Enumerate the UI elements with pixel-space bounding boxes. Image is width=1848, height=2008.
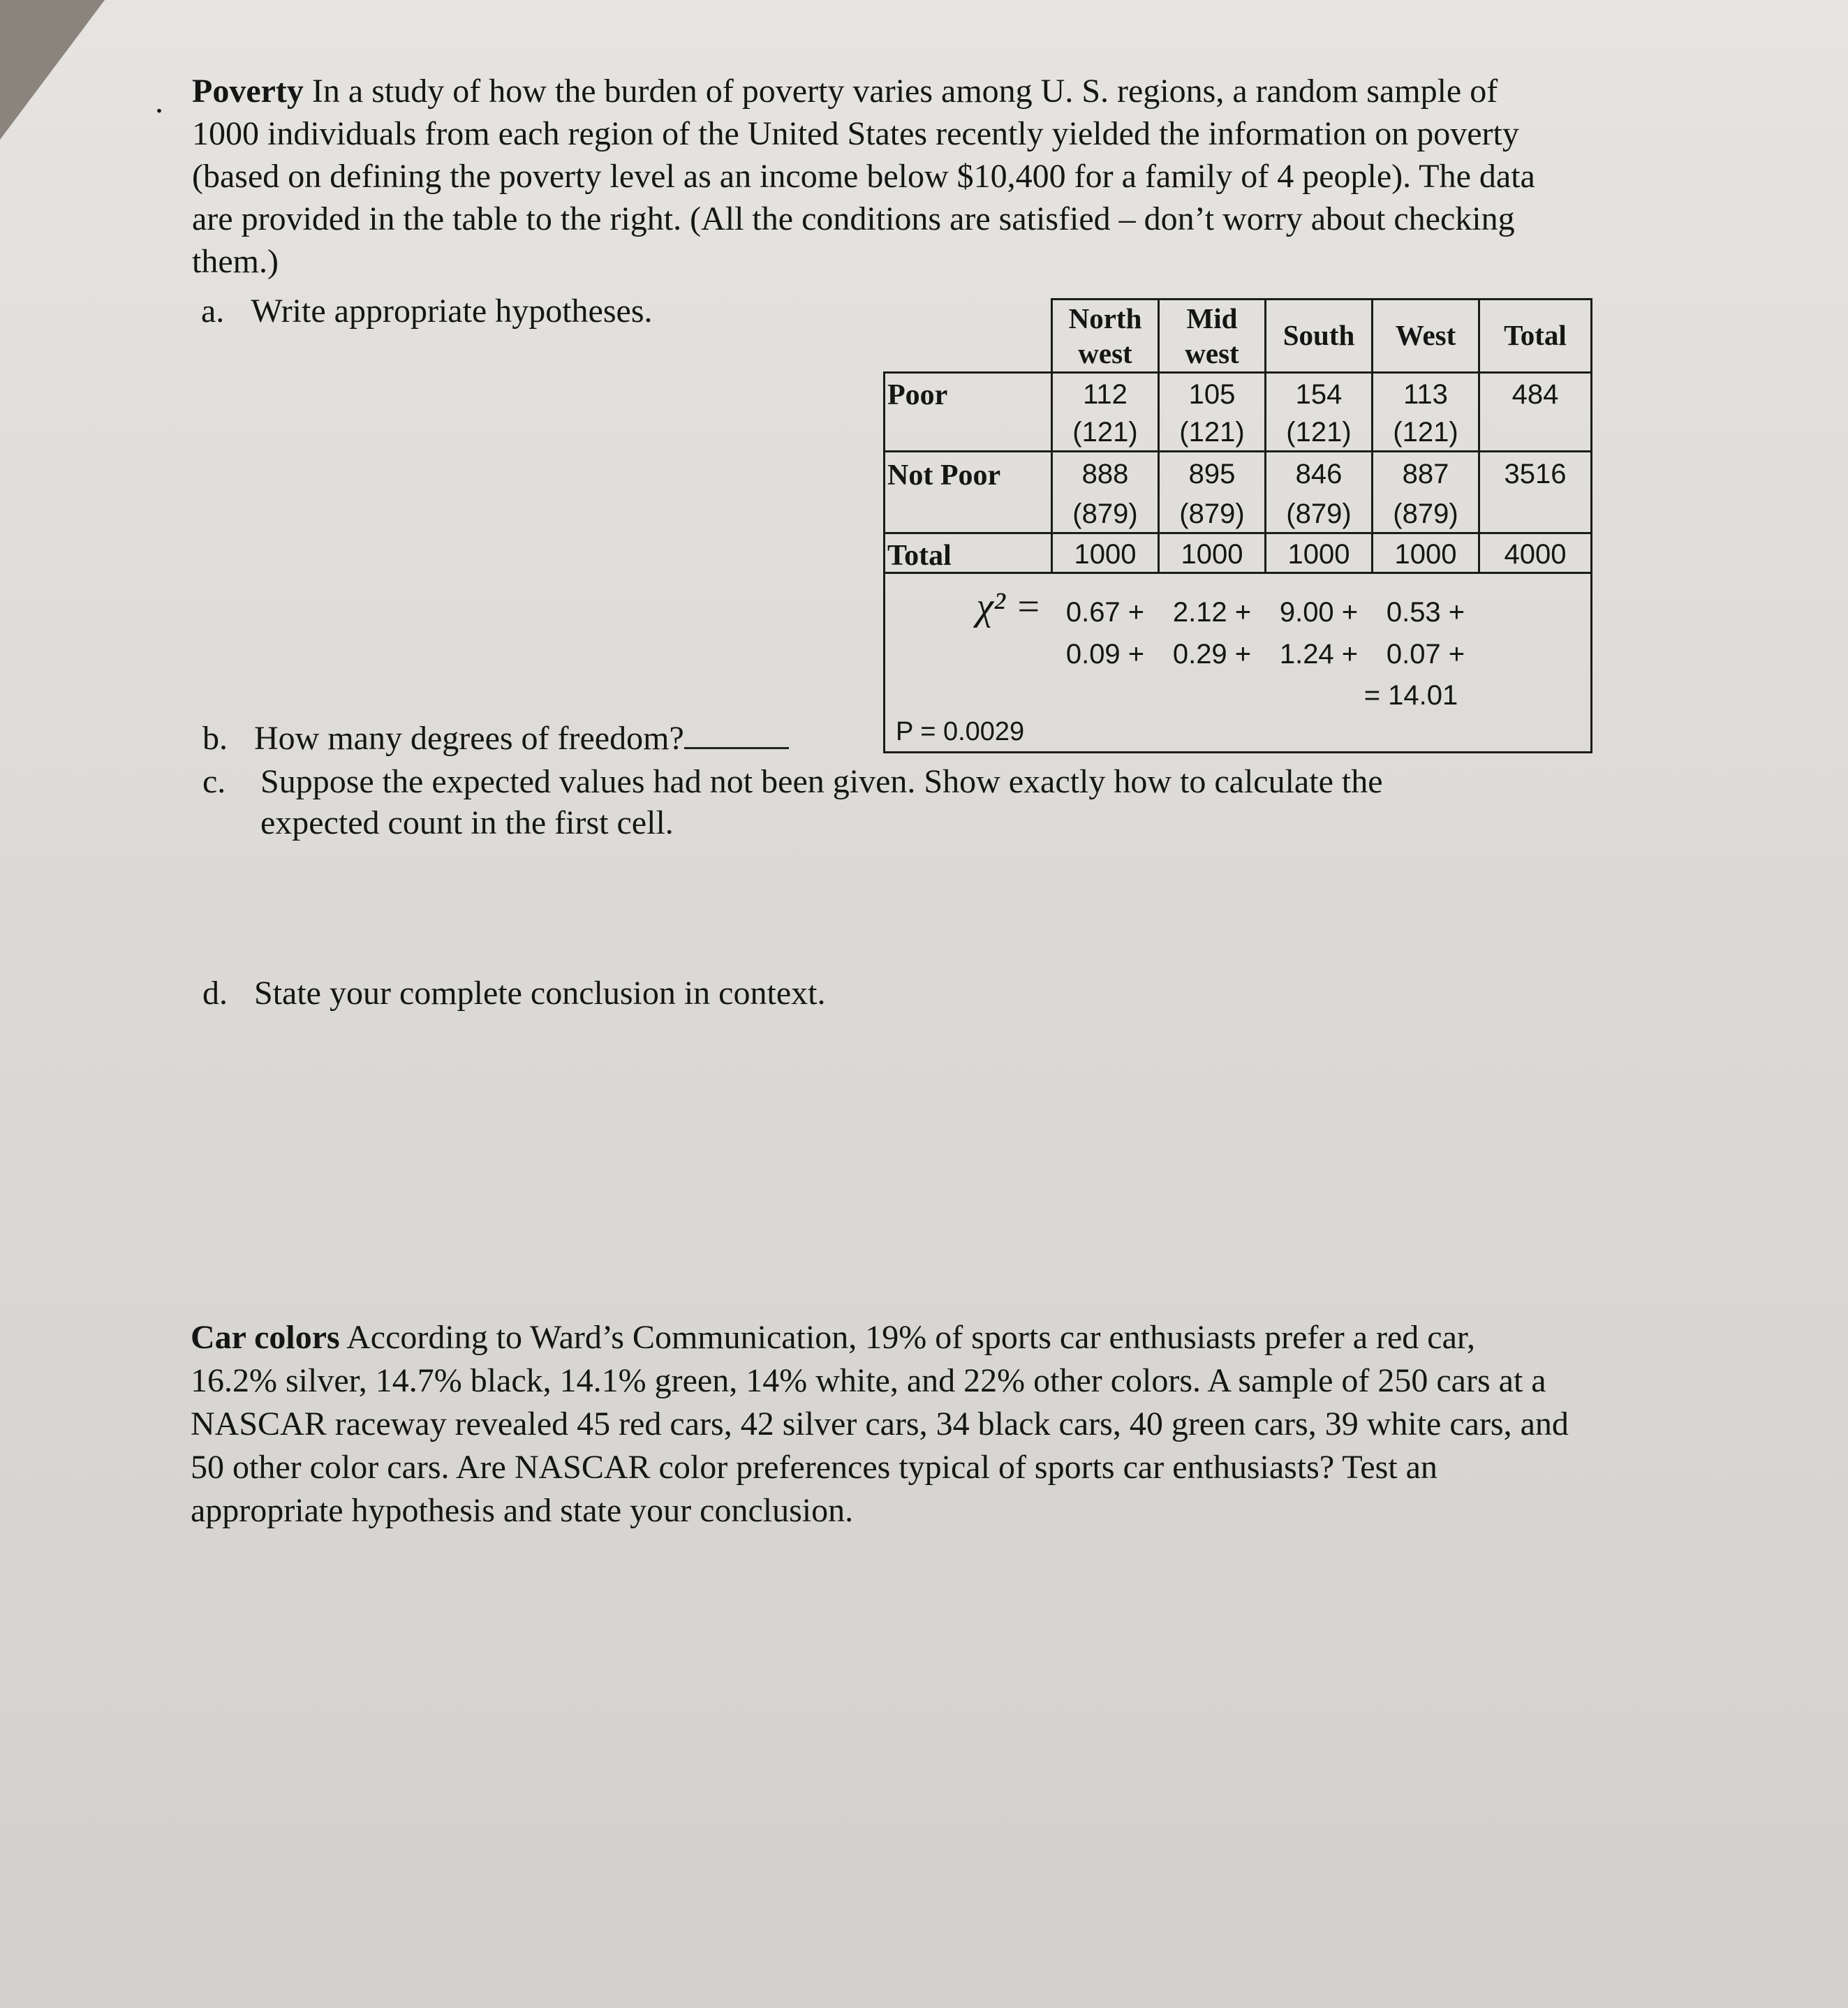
poverty-title: Poverty [192,73,304,110]
part-d-text: State your complete conclusion in context. [254,975,826,1012]
expected-notpoor-south: (879) [1286,499,1352,529]
cell-total-south: 1000 [1287,539,1350,570]
part-d [202,974,825,1012]
part-c-label-wrap [202,762,226,801]
car-colors-title: Car colors [191,1319,340,1356]
part-a-text: Write appropriate hypotheses. [251,293,653,330]
row-label-not-poor: Not Poor [887,459,1001,492]
chi-term-2-3: 1.24 + [1279,639,1359,670]
p-value: P = 0.0029 [896,717,1025,746]
chi-term-2-2: 0.29 + [1172,639,1252,670]
car-colors-problem-paragraph [191,1316,1569,1533]
part-b [202,719,789,758]
header-total: Total [1504,319,1567,351]
expected-notpoor-midwest: (879) [1179,499,1245,529]
cell-notpoor-west: 887 [1402,459,1449,489]
poverty-table [883,298,1592,753]
cell-poor-total: 484 [1511,379,1559,410]
cell-notpoor-south: 846 [1295,459,1343,489]
chi-term-1-4: 0.53 + [1386,597,1465,628]
cell-total-northwest: 1000 [1074,539,1137,570]
header-south: South [1282,319,1355,351]
cell-poor-west: 113 [1403,379,1448,410]
part-a [201,292,653,330]
cell-poor-midwest: 105 [1188,379,1236,410]
header-northwest: North west [1068,302,1142,369]
expected-poor-west: (121) [1393,417,1458,448]
cell-poor-northwest: 112 [1083,379,1128,410]
expected-poor-south: (121) [1286,417,1352,448]
chi-term-1-1: 0.67 + [1065,597,1145,628]
chi-term-2-4: 0.07 + [1386,639,1465,670]
cell-notpoor-northwest: 888 [1081,459,1129,489]
part-d-label: d. [202,975,228,1012]
poverty-problem-paragraph [192,70,1571,283]
expected-notpoor-west: (879) [1393,499,1458,529]
part-a-label: a. [201,293,225,330]
part-b-text: How many degrees of freedom? [254,720,684,757]
poverty-intro: In a study of how the burden of poverty varies among U. S. regions, a random sample of 1000 individuals from each region of the United States recently yielded the information on poverty (based on defining the poverty level as an income below $10,400 for a family of 4 people). The data are provided in the table to the right. (All the conditions are satisfied – don’t worry about checking them.) [192,73,1535,280]
page-corner-shadow [0,0,105,140]
answer-blank[interactable] [684,719,789,749]
header-west: West [1395,319,1456,351]
cell-grand-total: 4000 [1504,539,1567,570]
part-b-label: b. [202,720,228,757]
row-label-poor: Poor [887,379,948,411]
header-midwest: Mid west [1185,302,1239,369]
chi-term-1-3: 9.00 + [1279,597,1359,628]
part-c-text: Suppose the expected values had not been given. Show exactly how to calculate the expected count in the first cell. [260,763,1383,841]
chi-square-label: χ² = [976,585,1042,628]
chi-term-2-1: 0.09 + [1065,639,1145,670]
expected-notpoor-northwest: (879) [1072,499,1138,529]
car-colors-text: According to Ward’s Communication, 19% of sports car enthusiasts prefer a red car, 16.2% silver, 14.7% black, 14.1% green, 14% white, and 22% other colors. A sample of 250 cars at a NASCAR raceway revealed 45 red cars, 42 silver cars, 34 black cars, 40 green cars, 39 white cars, and 50 other color cars. Are NASCAR color preferences typical of sports car enthusiasts? Test an appropriate hypothesis and state your conclusion. [191,1319,1569,1529]
bullet-mark: . [155,83,163,120]
cell-notpoor-midwest: 895 [1188,459,1236,489]
row-label-total: Total [887,540,952,572]
chi-term-1-2: 2.12 + [1172,597,1252,628]
expected-poor-midwest: (121) [1179,417,1245,448]
expected-poor-northwest: (121) [1072,417,1138,448]
cell-notpoor-total: 3516 [1504,459,1567,489]
part-c-label: c. [202,763,226,800]
cell-poor-south: 154 [1295,379,1343,410]
cell-total-midwest: 1000 [1181,539,1243,570]
chi-square-total: = 14.01 [1363,680,1458,711]
cell-total-west: 1000 [1394,539,1457,570]
